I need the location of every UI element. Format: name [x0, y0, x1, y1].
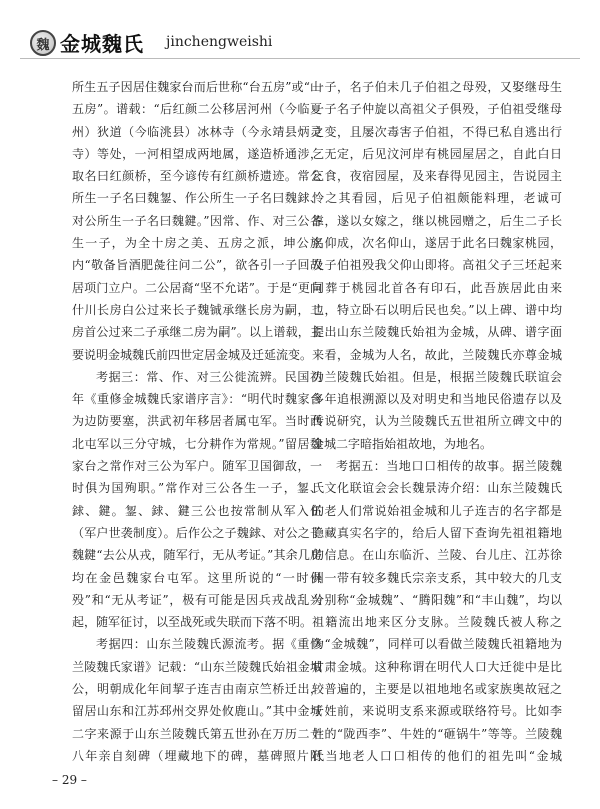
paragraph: 一子，名子伯未几子伯祖之母殁，又娶继母生一子名子仲旋以高祖父子俱殁，子伯祖受继母之变，且屡次毒害子伯祖，不得已私自逃出行乞无定，后见汶河岸有桃园屋居之，自此白日乞食，夜宿园屋，及来春得见园主，告说园主怜之其看园，后见子伯祖颇能料理，老诚可靠，遂以女嫁之，继以桃园赠之，后生二子长名仰成，次名仰山，遂居于此名曰魏家桃园，及子伯祖殁我父仰山即将。高祖父子三坯起来同葬于桃园北首各有印石，此吾族居此由来也，特立卧石以明后民也矣。”以上碑、谱中均提出山东兰陵魏氏始祖为金城，从碑、谱字面来看，金城为人名，故此，兰陵魏氏亦尊金城为兰陵魏氏始祖。但是，根据兰陵魏氏联谊会多年追根溯源以及对明史和当地民俗遗存以及传说研究，认为兰陵魏氏五世祖所立碑文中的金城二字暗指始祖故地，为地名。: [312, 80, 562, 451]
paragraph: 考据三：常、作、对三公徙流辨。民国初年《重修金城魏氏家谱序言》：“明代时魏家台为边防要塞，洪武初年移居者属屯军。当时西北屯军以三分守城，七分耕作为常规。”留居魏家台之常作对三公为军户。随军卫国御敌，一时俱为国殉职。”常作对三公各生一子，銞、銶、鍵。銞、銶、鍵三公也按常制从军入伍（军户世袭制度）。后作公之子魏銶、对公之子魏鍵“去公从戎，随军行，无从考证。”其余几房均在金邑魏家台屯军。这里所说的“一时俱殁”和“无从考证”，极有可能是因兵戎战乱兴起，随军征讨，以至战死或失联而下落不明。: [72, 369, 322, 630]
header-divider: [20, 58, 580, 59]
logo-glyph: 魏: [36, 37, 50, 53]
page-number: – 29 –: [52, 773, 87, 787]
paragraph: 所生五子因居住魏家台而后世称“台五房”或“山五房”。谱载：“后红颜二公移居河州（今临夏州）狄道（今临洮县）冰林寺（今永靖县炳灵寺）等处，一河相望成两地属，遂造桥通涉，取名曰红颜桥，至今谚传有红颜桥遗迹。常公所生一子名曰魏銞、作公所生一子名曰魏銶、对公所生一子名曰魏鍵。”因常、作、对三公各生一子，为全十房之美、五房之派，坤公族内“敬备旨酒肥彘往问二公”，欲各引一子回故居项门立户。二公居裔“坚不允诺”。于是“更向什川长房白公过来长子魏铖承继长房为嗣，二房首公过来二子承继二房为嗣”。以上谱载，主要说明金城魏氏前四世定居金城及迁延流变。: [72, 80, 322, 362]
paragraph: 考据四：山东兰陵魏氏源流考。据《重修兰陵魏氏家谱》记载：“山东兰陵魏氏始祖金城公，明朝成化年间挈子连吉由南京竺桥迁出，留居山东和江苏邳州交界处攸鹿山。”其中金城二字来源于山东兰陵魏氏第五世孙在万历二十八年亲自刻碑（埋藏地下的碑，墓碑照片附: [72, 637, 322, 763]
paragraph: 考据五：当地口口相传的故事。据兰陵魏氏文化联谊会会长魏景涛介绍：山东兰陵魏氏的老人们常说始祖金城和儿子连吉的名字都是隐藏真实名字的，给后人留下查询先祖祖籍地的信息。在山东临沂、兰陵、台儿庄、江苏徐州一带有较多魏氏宗亲支系，其中较大的几支分别称“金城魏”、“腾阳魏”和“丰山魏”，均以祖籍流出地来区分支脉。兰陵魏氏被人称之为“金城魏”，同样可以看做兰陵魏氏祖籍地为甘肃金城。这种称谓在明代人口大迁徙中是比较普遍的，主要是以祖地地名或家族奥故冠之于姓前，来说明支系来源或联络符号。比如李姓的“陇西李”、牛姓的“砸锅牛”等等。兰陵魏氏当地老人口口相传的他们的祖先叫“金城: [312, 459, 562, 763]
right-text-column: [312, 76, 562, 766]
emblem-icon: [30, 30, 56, 56]
magazine-name: 金城魏氏: [60, 32, 144, 56]
page-header: [0, 0, 600, 62]
left-text-column: [72, 76, 322, 766]
magazine-pinyin: jinchengweishi: [166, 34, 273, 50]
